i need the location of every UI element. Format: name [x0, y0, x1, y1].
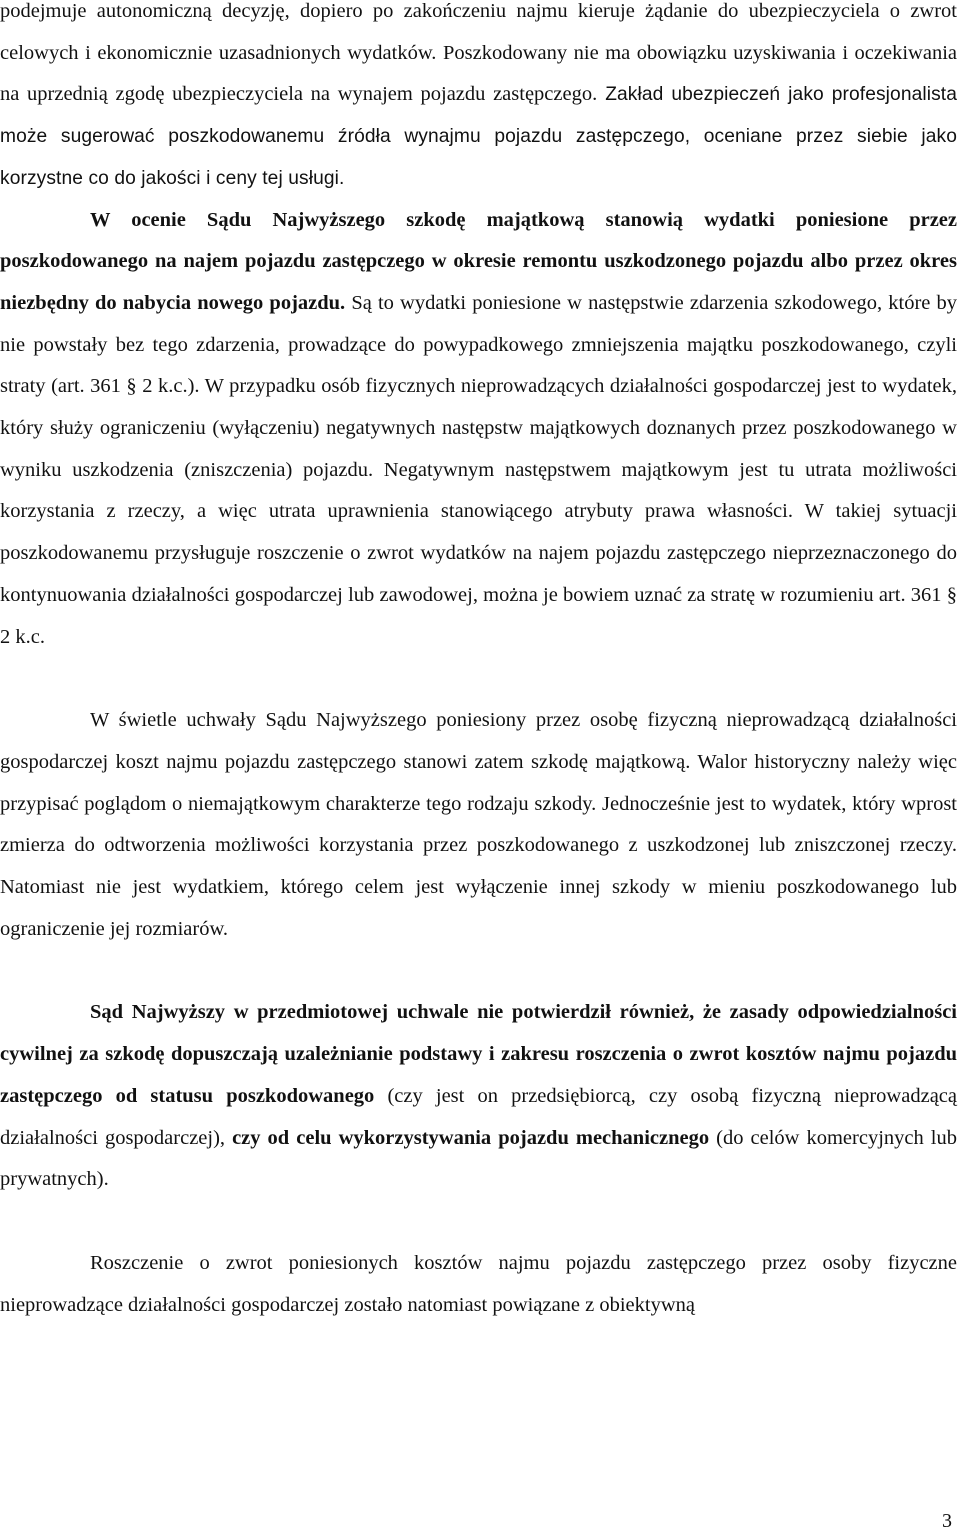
paragraph-4-bold-1: Sąd Najwyższy w przedmiotowej uchwale nie potwierdził również, że zasady odpowiedzialności cywilnej za szkodę dopuszczają uzależnianie podstawy i zakresu roszczenia o zwrot kosztów najmu pojazdu zastępczego od statusu poszkodowanego: [0, 1001, 957, 1107]
paragraph-2: [0, 200, 957, 659]
paragraph-5: Roszczenie o zwrot poniesionych kosztów najmu pojazdu zastępczego przez osoby fizyczne nieprowadzące działalności gospodarczej zostało natomiast powiązane z obiektywną: [0, 1251, 957, 1316]
paragraph-4-bold-2: czy od celu wykorzystywania pojazdu mechanicznego: [232, 1126, 710, 1149]
paragraph-2-rest: Są to wydatki poniesione w następstwie zdarzenia szkodowego, które by nie powstały bez tego zdarzenia, prowadzące do powypadkowego zmniejszenia majątku poszkodowanego, czyli straty (art. 361 § 2 k.c.). W przypadku osób fizycznych nieprowadzących działalności gospodarczej jest to wydatek, który służy ograniczeniu (wyłączeniu) negatywnych następstw majątkowych doznanych przez poszkodowanego w wyniku uszkodzenia (zniszczenia) pojazdu. Negatywnym następstwem majątkowym jest tu utrata możliwości korzystania z rzeczy, a więc utrata uprawnienia stanowiącego atrybuty prawa własności. W takiej sytuacji poszkodowanemu przysługuje roszczenie o zwrot wydatków na najem pojazdu zastępczego nieprzeznaczonego do kontynuowania działalności gospodarczej lub zawodowej, można je bowiem uznać za stratę w rozumieniu art. 361 § 2 k.c.: [0, 291, 958, 648]
paragraph-3: W świetle uchwały Sądu Najwyższego poniesiony przez osobę fizyczną nieprowadzącą działalności gospodarczej koszt najmu pojazdu zastępczego stanowi zatem szkodę majątkową. Walor historyczny należy więc przypisać poglądom o niemajątkowym charakterze tego rodzaju szkody. Jednocześnie jest to wydatek, który wprost zmierza do odtworzenia możliwości korzystania przez poszkodowanego z uszkodzonej lub zniszczonej rzeczy. Natomiast nie jest wydatkiem, którego celem jest wyłączenie innej szkody w mieniu poszkodowanego lub ograniczenie jej rozmiarów.: [0, 709, 957, 940]
paragraph-2-bold: W ocenie Sądu Najwyższego szkodę majątkową stanowią wydatki poniesione przez poszkodowanego na najem pojazdu zastępczego w okresie remontu uszkodzonego pojazdu albo przez okres niezbędny do nabycia nowego pojazdu.: [0, 208, 957, 314]
page-number: 3: [942, 1510, 952, 1532]
paragraph-4-normal-2: (do celów komercyjnych lub prywatnych).: [0, 1126, 957, 1191]
paragraph-4-normal-1: (czy jest on przedsiębiorcą, czy osobą fizyczną nieprowadzącą działalności gospodarczej),: [0, 1084, 957, 1149]
paragraph-1-part-b: Zakład ubezpieczeń jako profesjonalista może sugerować poszkodowanemu źródła wynajmu pojazdu zastępczego, oceniane przez siebie jako korzystne co do jakości i ceny tej usługi.: [0, 84, 957, 189]
paragraph-1-part-a: podejmuje autonomiczną decyzję, dopiero po zakończeniu najmu kieruje żądanie do ubezpieczyciela o zwrot celowych i ekonomicznie uzasadnionych wydatków. Poszkodowany nie ma obowiązku uzyskiwania i oczekiwania na uprzednią zgodę ubezpieczyciela na wynajem pojazdu zastępczego.: [0, 0, 957, 106]
paragraph-4: [0, 992, 957, 1201]
paragraph-1: [0, 0, 957, 200]
